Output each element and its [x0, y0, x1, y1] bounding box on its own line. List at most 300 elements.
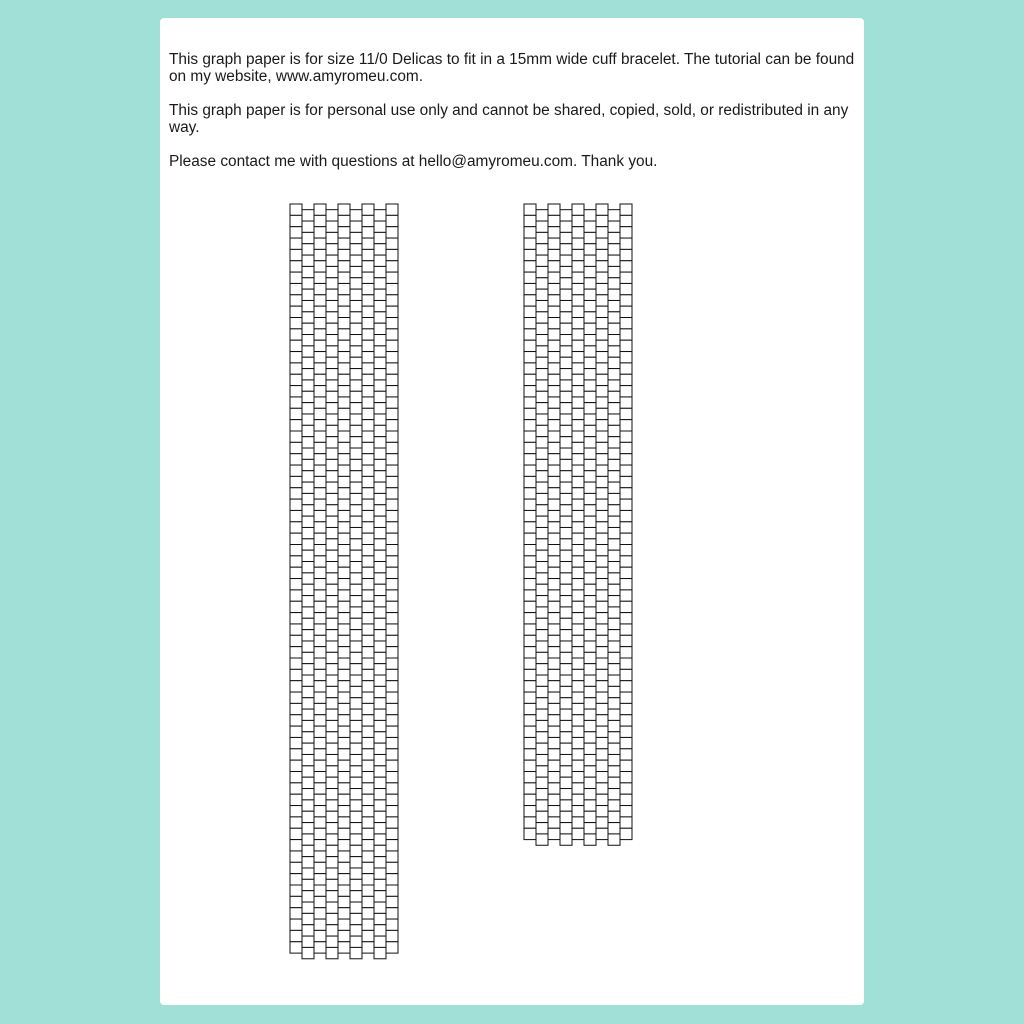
bead-cell: [386, 363, 398, 374]
bead-cell: [326, 891, 338, 902]
bead-cell: [362, 340, 374, 351]
bead-cell: [548, 397, 560, 408]
bead-cell: [560, 335, 572, 346]
bead-cell: [560, 641, 572, 652]
bead-cell: [350, 471, 362, 482]
bead-cell: [338, 545, 350, 556]
bead-cell: [608, 823, 620, 834]
bead-cell: [548, 715, 560, 726]
bead-cell: [374, 244, 386, 255]
bead-cell: [386, 590, 398, 601]
bead-cell: [338, 896, 350, 907]
bead-cell: [536, 255, 548, 266]
bead-cell: [314, 635, 326, 646]
bead-cell: [314, 329, 326, 340]
bead-cell: [560, 437, 572, 448]
bead-cell: [362, 840, 374, 851]
bead-cell: [386, 567, 398, 578]
bead-cell: [290, 590, 302, 601]
bead-cell: [314, 318, 326, 329]
bead-cell: [596, 647, 608, 658]
bead-cell: [572, 454, 584, 465]
bead-cell: [338, 579, 350, 590]
bead-cell: [596, 760, 608, 771]
bead-cell: [338, 533, 350, 544]
bead-cell: [302, 425, 314, 436]
bead-cell: [386, 476, 398, 487]
bead-cell: [350, 789, 362, 800]
bead-cell: [524, 749, 536, 760]
bead-cell: [560, 482, 572, 493]
bead-cell: [536, 686, 548, 697]
bead-cell: [386, 806, 398, 817]
bead-cell: [584, 391, 596, 402]
bead-cell: [620, 772, 632, 783]
bead-cell: [374, 471, 386, 482]
bead-cell: [374, 584, 386, 595]
bead-cell: [536, 210, 548, 221]
bead-cell: [608, 448, 620, 459]
bead-cell: [326, 403, 338, 414]
bead-cell: [302, 323, 314, 334]
bead-cell: [560, 414, 572, 425]
bead-cell: [560, 630, 572, 641]
bead-cell: [620, 249, 632, 260]
bead-cell: [536, 516, 548, 527]
bead-cell: [548, 306, 560, 317]
bead-cell: [350, 346, 362, 357]
bead-cell: [536, 754, 548, 765]
bead-cell: [608, 300, 620, 311]
bead-cell: [374, 221, 386, 232]
bead-cell: [290, 295, 302, 306]
bead-cell: [374, 732, 386, 743]
bead-cell: [290, 465, 302, 476]
bead-cell: [536, 357, 548, 368]
bead-cell: [608, 244, 620, 255]
bead-cell: [608, 437, 620, 448]
bead-cell: [350, 607, 362, 618]
bead-cell: [386, 431, 398, 442]
bead-cell: [524, 442, 536, 453]
bead-cell: [386, 306, 398, 317]
bead-cell: [338, 817, 350, 828]
bead-cell: [560, 380, 572, 391]
bead-cell: [362, 306, 374, 317]
bead-cell: [338, 306, 350, 317]
bead-grid-long: [290, 204, 398, 959]
bead-cell: [326, 323, 338, 334]
bead-cell: [536, 482, 548, 493]
bead-cell: [290, 658, 302, 669]
bead-cell: [524, 295, 536, 306]
bead-cell: [620, 681, 632, 692]
bead-cell: [596, 783, 608, 794]
bead-cell: [596, 624, 608, 635]
bead-cell: [314, 488, 326, 499]
bead-cell: [290, 476, 302, 487]
bead-cell: [374, 823, 386, 834]
bead-cell: [362, 726, 374, 737]
bead-cell: [572, 374, 584, 385]
bead-cell: [386, 681, 398, 692]
bead-cell: [620, 295, 632, 306]
bead-cell: [584, 664, 596, 675]
bead-cell: [290, 442, 302, 453]
bead-cell: [560, 323, 572, 334]
bead-cell: [290, 930, 302, 941]
bead-cell: [572, 386, 584, 397]
bead-cell: [314, 681, 326, 692]
bead-cell: [290, 420, 302, 431]
bead-cell: [350, 312, 362, 323]
bead-cell: [608, 811, 620, 822]
bead-cell: [560, 834, 572, 845]
bead-cell: [350, 414, 362, 425]
bead-cell: [326, 221, 338, 232]
bead-cell: [548, 749, 560, 760]
bead-cell: [314, 386, 326, 397]
bead-cell: [596, 476, 608, 487]
bead-cell: [350, 369, 362, 380]
bead-cell: [290, 681, 302, 692]
bead-cell: [338, 295, 350, 306]
bead-cell: [548, 533, 560, 544]
bead-cell: [362, 556, 374, 567]
bead-cell: [290, 283, 302, 294]
bead-cell: [374, 766, 386, 777]
bead-cell: [374, 505, 386, 516]
bead-cell: [584, 698, 596, 709]
bead-cell: [338, 556, 350, 567]
bead-cell: [314, 431, 326, 442]
bead-cell: [608, 289, 620, 300]
bead-cell: [536, 800, 548, 811]
bead-cell: [338, 454, 350, 465]
bead-cell: [374, 754, 386, 765]
bead-cell: [584, 789, 596, 800]
bead-cell: [374, 925, 386, 936]
bead-cell: [350, 743, 362, 754]
bead-cell: [290, 227, 302, 238]
bead-cell: [536, 300, 548, 311]
bead-cell: [524, 806, 536, 817]
bead-cell: [560, 709, 572, 720]
bead-cell: [536, 266, 548, 277]
bead-cell: [560, 505, 572, 516]
bead-cell: [302, 947, 314, 958]
bead-cell: [350, 709, 362, 720]
bead-cell: [608, 210, 620, 221]
bead-cell: [608, 278, 620, 289]
bead-cell: [338, 703, 350, 714]
bead-cell: [290, 318, 302, 329]
bead-cell: [386, 272, 398, 283]
bead-cell: [596, 306, 608, 317]
bead-cell: [524, 715, 536, 726]
bead-cell: [548, 329, 560, 340]
bead-cell: [536, 698, 548, 709]
bead-cell: [314, 851, 326, 862]
bead-cell: [608, 346, 620, 357]
bead-cell: [362, 669, 374, 680]
bead-cell: [314, 908, 326, 919]
bead-cell: [362, 681, 374, 692]
bead-cell: [302, 403, 314, 414]
bead-cell: [584, 300, 596, 311]
bead-cell: [596, 454, 608, 465]
bead-cell: [548, 363, 560, 374]
bead-cell: [386, 760, 398, 771]
bead-cell: [302, 913, 314, 924]
bead-cell: [374, 357, 386, 368]
bead-cell: [572, 431, 584, 442]
bead-cell: [362, 215, 374, 226]
bead-cell: [338, 601, 350, 612]
bead-cell: [596, 828, 608, 839]
bead-cell: [374, 300, 386, 311]
bead-cell: [584, 720, 596, 731]
bead-cell: [338, 522, 350, 533]
bead-cell: [302, 573, 314, 584]
bead-cell: [290, 533, 302, 544]
bead-cell: [386, 499, 398, 510]
bead-cell: [608, 720, 620, 731]
bead-cell: [386, 261, 398, 272]
bead-cell: [386, 828, 398, 839]
bead-cell: [560, 562, 572, 573]
bead-cell: [524, 545, 536, 556]
bead-cell: [584, 357, 596, 368]
bead-cell: [524, 624, 536, 635]
bead-cell: [314, 272, 326, 283]
bead-cell: [338, 420, 350, 431]
bead-cell: [620, 204, 632, 215]
bead-cell: [290, 613, 302, 624]
bead-cell: [350, 868, 362, 879]
bead-cell: [560, 244, 572, 255]
bead-cell: [338, 613, 350, 624]
bead-cell: [548, 204, 560, 215]
bead-cell: [362, 476, 374, 487]
bead-cell: [548, 431, 560, 442]
bead-cell: [290, 908, 302, 919]
bead-cell: [374, 414, 386, 425]
bead-cell: [374, 573, 386, 584]
bead-cell: [314, 647, 326, 658]
bead-cell: [536, 562, 548, 573]
bead-cell: [524, 579, 536, 590]
bead-cell: [524, 601, 536, 612]
bead-cell: [620, 283, 632, 294]
bead-cell: [560, 471, 572, 482]
bead-cell: [548, 488, 560, 499]
bead-cell: [536, 323, 548, 334]
bead-cell: [302, 471, 314, 482]
bead-cell: [350, 823, 362, 834]
bead-cell: [338, 669, 350, 680]
bead-cell: [560, 357, 572, 368]
bead-cell: [620, 533, 632, 544]
bead-cell: [584, 754, 596, 765]
bead-cell: [560, 516, 572, 527]
bead-cell: [362, 249, 374, 260]
bead-cell: [596, 715, 608, 726]
bead-cell: [362, 545, 374, 556]
bead-cell: [314, 794, 326, 805]
bead-cell: [350, 357, 362, 368]
bead-cell: [338, 238, 350, 249]
bead-cell: [326, 573, 338, 584]
bead-cell: [362, 442, 374, 453]
bead-cell: [302, 596, 314, 607]
bead-cell: [314, 363, 326, 374]
bead-cell: [524, 227, 536, 238]
bead-cell: [572, 227, 584, 238]
bead-cell: [536, 573, 548, 584]
bead-cell: [584, 369, 596, 380]
bead-cell: [608, 323, 620, 334]
bead-cell: [326, 493, 338, 504]
bead-cell: [290, 215, 302, 226]
bead-cell: [302, 539, 314, 550]
bead-cell: [314, 442, 326, 453]
bead-cell: [386, 896, 398, 907]
bead-cell: [302, 868, 314, 879]
bead-cell: [584, 380, 596, 391]
bead-cell: [548, 760, 560, 771]
bead-cell: [326, 391, 338, 402]
bead-cell: [608, 527, 620, 538]
bead-cell: [314, 930, 326, 941]
bead-cell: [350, 720, 362, 731]
bead-cell: [386, 658, 398, 669]
bead-cell: [338, 261, 350, 272]
bead-cell: [620, 806, 632, 817]
bead-cell: [326, 312, 338, 323]
bead-cell: [524, 215, 536, 226]
bead-cell: [290, 635, 302, 646]
bead-cell: [548, 374, 560, 385]
bead-cell: [350, 686, 362, 697]
bead-cell: [290, 851, 302, 862]
bead-cell: [338, 363, 350, 374]
bead-cell: [302, 391, 314, 402]
bead-cell: [536, 539, 548, 550]
bead-cell: [326, 618, 338, 629]
bead-cell: [386, 442, 398, 453]
bead-cell: [350, 437, 362, 448]
bead-cell: [620, 215, 632, 226]
bead-cell: [620, 374, 632, 385]
bead-cell: [620, 408, 632, 419]
bead-cell: [290, 579, 302, 590]
bead-cell: [560, 618, 572, 629]
bead-cell: [584, 709, 596, 720]
bead-cell: [326, 789, 338, 800]
bead-cell: [302, 346, 314, 357]
bead-cell: [326, 709, 338, 720]
bead-cell: [302, 221, 314, 232]
bead-cell: [620, 590, 632, 601]
bead-cell: [524, 533, 536, 544]
bead-cell: [548, 261, 560, 272]
bead-cell: [584, 766, 596, 777]
bead-cell: [338, 283, 350, 294]
bead-cell: [536, 743, 548, 754]
bead-cell: [548, 545, 560, 556]
bead-cell: [524, 613, 536, 624]
bead-cell: [548, 295, 560, 306]
bead-cell: [362, 499, 374, 510]
bead-cell: [362, 431, 374, 442]
bead-cell: [290, 261, 302, 272]
bead-cell: [548, 465, 560, 476]
bead-cell: [326, 698, 338, 709]
bead-cell: [338, 635, 350, 646]
bead-cell: [326, 278, 338, 289]
bead-cell: [620, 794, 632, 805]
bead-cell: [386, 624, 398, 635]
bead-cell: [560, 493, 572, 504]
bead-cell: [536, 607, 548, 618]
bead-cell: [374, 868, 386, 879]
bead-cell: [548, 556, 560, 567]
bead-cell: [536, 335, 548, 346]
bead-cell: [386, 215, 398, 226]
bead-cell: [302, 925, 314, 936]
bead-cell: [560, 369, 572, 380]
bead-cell: [572, 579, 584, 590]
bead-cell: [524, 692, 536, 703]
bead-cell: [326, 947, 338, 958]
bead-cell: [548, 454, 560, 465]
bead-cell: [362, 624, 374, 635]
bead-cell: [290, 896, 302, 907]
bead-cell: [326, 936, 338, 947]
bead-cell: [326, 879, 338, 890]
bead-cell: [620, 420, 632, 431]
bead-cell: [596, 681, 608, 692]
bead-cell: [608, 482, 620, 493]
bead-cell: [608, 709, 620, 720]
bead-cell: [572, 658, 584, 669]
bead-cell: [608, 675, 620, 686]
bead-cell: [572, 794, 584, 805]
bead-cell: [548, 601, 560, 612]
bead-cell: [350, 857, 362, 868]
bead-cell: [536, 550, 548, 561]
bead-cell: [572, 397, 584, 408]
bead-cell: [314, 454, 326, 465]
bead-cell: [362, 806, 374, 817]
bead-cell: [302, 891, 314, 902]
bead-cell: [338, 488, 350, 499]
bead-cell: [584, 539, 596, 550]
bead-cell: [374, 811, 386, 822]
bead-cell: [572, 306, 584, 317]
bead-cell: [350, 777, 362, 788]
bead-cell: [536, 630, 548, 641]
bead-cell: [350, 493, 362, 504]
bead-cell: [350, 902, 362, 913]
bead-cell: [524, 249, 536, 260]
bead-cell: [596, 397, 608, 408]
bead-cell: [608, 516, 620, 527]
bead-cell: [338, 374, 350, 385]
bead-cell: [548, 318, 560, 329]
bead-cell: [326, 300, 338, 311]
